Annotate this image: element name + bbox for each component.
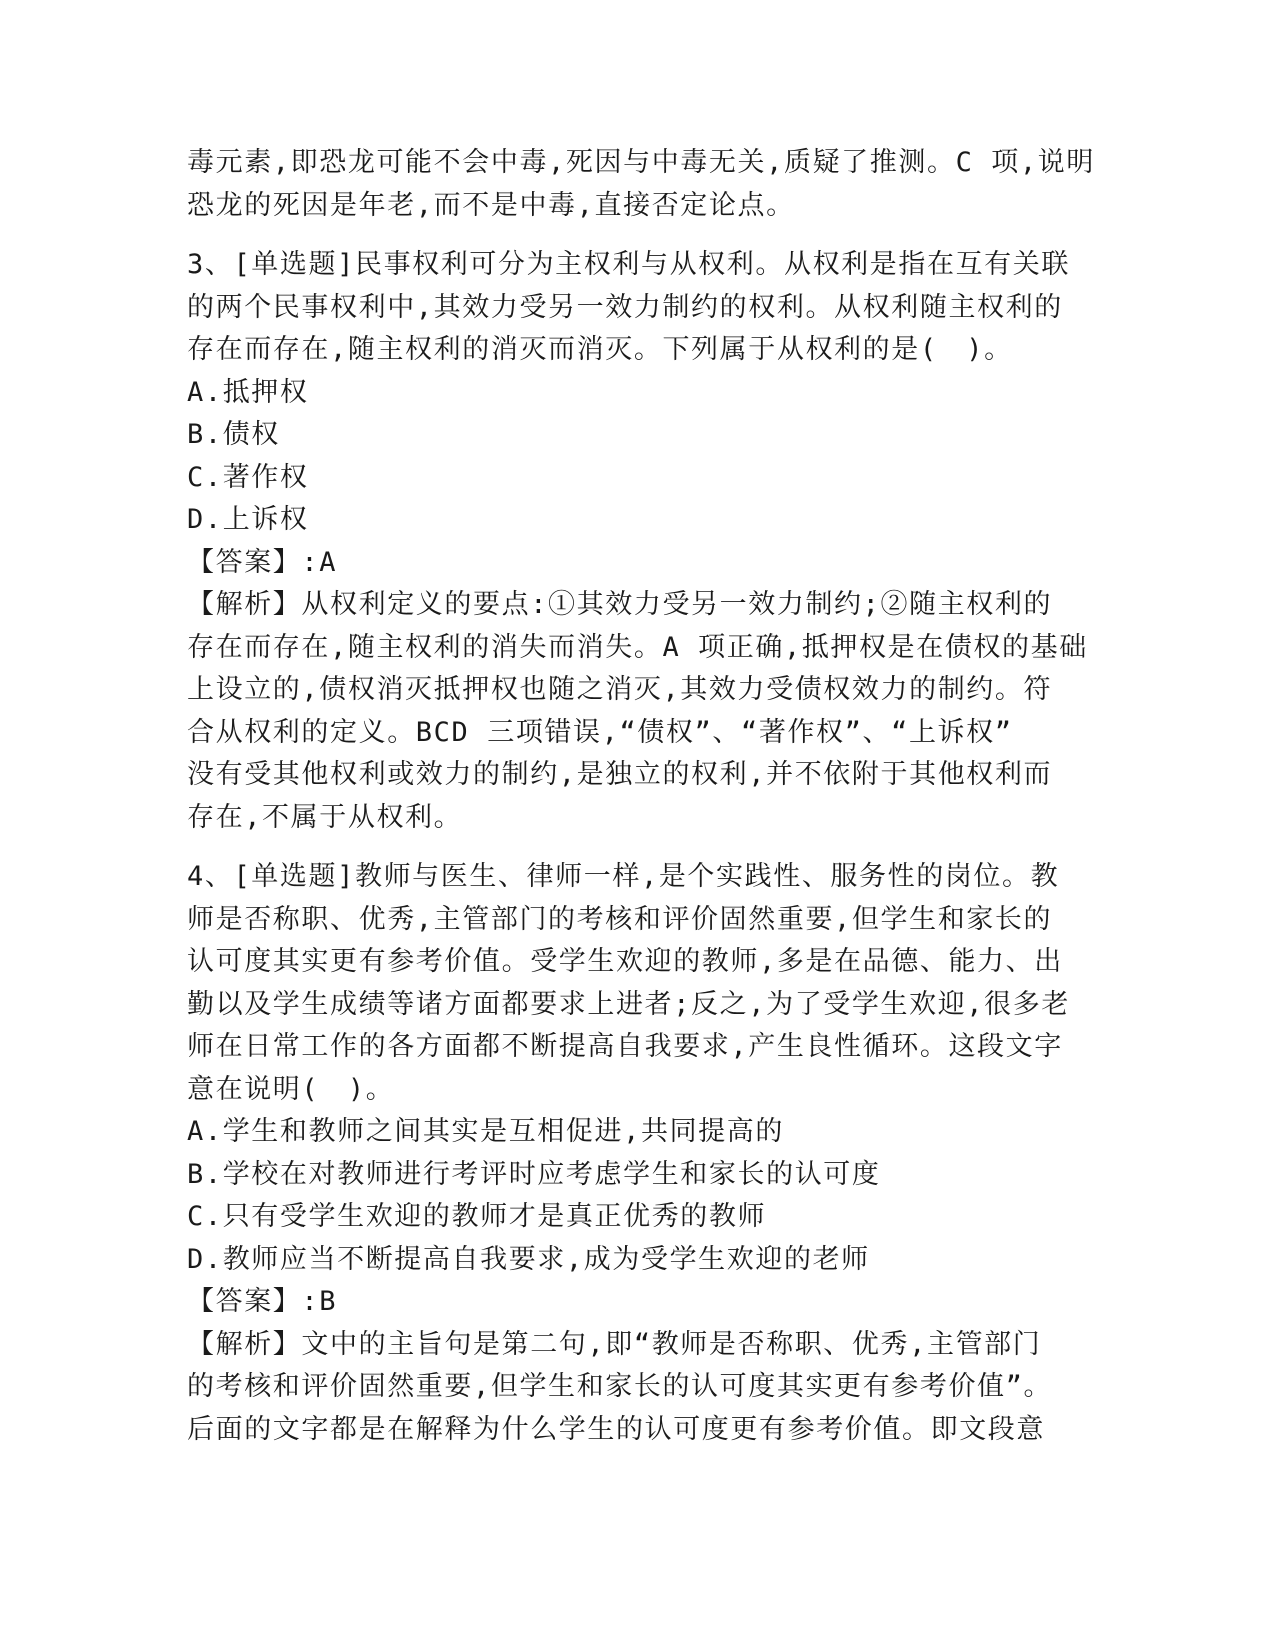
text-line: 后面的文字都是在解释为什么学生的认可度更有参考价值。即文段意 (187, 1413, 1045, 1445)
option-list (187, 372, 1087, 542)
text-line: 存在,不属于从权利。 (187, 801, 463, 833)
text-line: 毒元素,即恐龙可能不会中毒,死因与中毒无关,质疑了推测。C 项,说明 (187, 147, 1095, 178)
option-d: D.上诉权 (187, 504, 309, 535)
option-list (187, 1111, 1087, 1281)
text-line: 勤以及学生成绩等诸方面都要求上进者;反之,为了受学生欢迎,很多老 (187, 988, 1070, 1020)
option-d: D.教师应当不断提高自我要求,成为受学生欢迎的老师 (187, 1243, 870, 1275)
option-c: C.只有受学生欢迎的教师才是真正优秀的教师 (187, 1201, 767, 1232)
option-a: A.学生和教师之间其实是互相促进,共同提高的 (187, 1116, 784, 1147)
text-line: 意在说明( )。 (187, 1073, 395, 1105)
text-line: 的考核和评价固然重要,但学生和家长的认可度其实更有参考价值”。 (187, 1371, 1053, 1402)
option-b: B.债权 (187, 419, 280, 450)
document-page (187, 142, 1095, 1451)
explanation (187, 1324, 1087, 1452)
text-line: 师是否称职、优秀,主管部门的考核和评价固然重要,但学生和家长的 (187, 903, 1053, 935)
text-line: 存在而存在,随主权利的消失而消失。A 项正确,抵押权是在债权的基础 (187, 631, 1088, 663)
text-line: 【解析】从权利定义的要点:①其效力受另一效力制约;②随主权利的 (187, 589, 1053, 620)
text-line: 师在日常工作的各方面都不断提高自我要求,产生良性循环。这段文字 (187, 1031, 1063, 1062)
prev-explanation (187, 142, 1095, 227)
question-4 (187, 856, 1087, 1451)
option-a: A.抵押权 (187, 376, 309, 408)
answer-line: 【答案】:B (187, 1286, 338, 1317)
question-3 (187, 244, 1087, 839)
text-line: 【解析】文中的主旨句是第二句,即“教师是否称职、优秀,主管部门 (187, 1328, 1042, 1360)
text-line: 3、[单选题]民事权利可分为主权利与从权利。从权利是指在互有关联 (187, 249, 1070, 280)
text-line: 认可度其实更有参考价值。受学生欢迎的教师,多是在品德、能力、出 (187, 946, 1063, 977)
text-line: 合从权利的定义。BCD 三项错误,“债权”、“著作权”、“上诉权” (187, 716, 1013, 748)
text-line: 恐龙的死因是年老,而不是中毒,直接否定论点。 (187, 189, 795, 221)
text-line: 的两个民事权利中,其效力受另一效力制约的权利。从权利随主权利的 (187, 291, 1063, 323)
explanation (187, 584, 1087, 839)
answer-line: 【答案】:A (187, 546, 338, 578)
text-line: 没有受其他权利或效力的制约,是独立的权利,并不依附于其他权利而 (187, 759, 1053, 790)
option-c: C.著作权 (187, 461, 309, 493)
text-line: 4、[单选题]教师与医生、律师一样,是个实践性、服务性的岗位。教 (187, 861, 1060, 892)
option-b: B.学校在对教师进行考评时应考虑学生和家长的认可度 (187, 1158, 881, 1190)
text-line: 存在而存在,随主权利的消灭而消灭。下列属于从权利的是( )。 (187, 334, 1013, 365)
question-stem (187, 244, 1087, 372)
question-stem (187, 856, 1087, 1111)
text-line: 上设立的,债权消灭抵押权也随之消灭,其效力受债权效力的制约。符 (187, 674, 1053, 705)
